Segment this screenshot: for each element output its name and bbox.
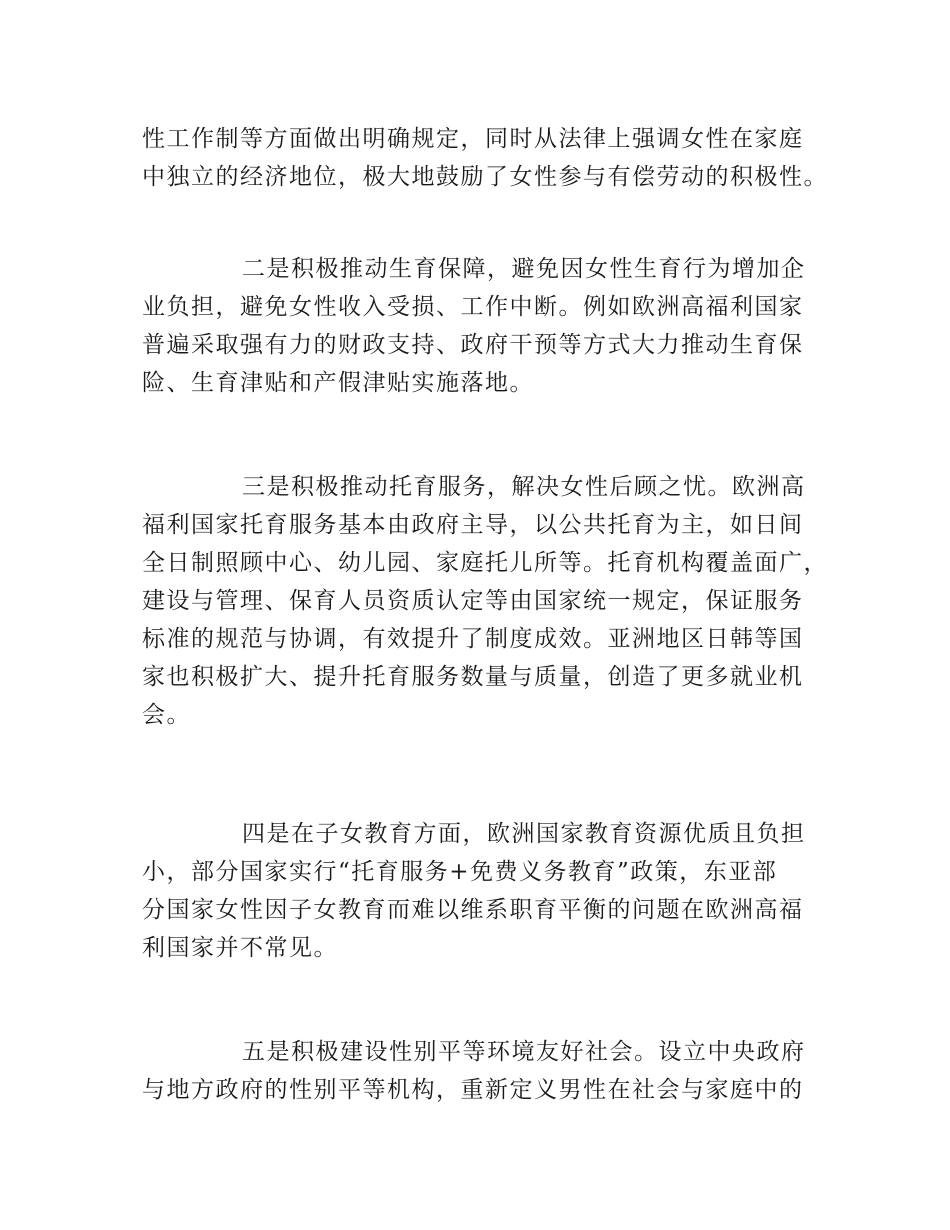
text-line: 险、生育津贴和产假津贴实施落地。 <box>142 370 534 396</box>
text-line: 与地方政府的性别平等机构，重新定义男性在社会与家庭中的 <box>142 1077 804 1103</box>
text-line: 中独立的经济地位，极大地鼓励了女性参与有偿劳动的积极性。 <box>142 164 828 190</box>
text-line: 福利国家托育服务基本由政府主导，以公共托育为主，如日间 <box>142 512 804 538</box>
text-line: 业负担，避免女性收入受损、工作中断。例如欧洲高福利国家 <box>142 294 804 320</box>
paragraph-child-education <box>142 815 822 967</box>
text-line: 会。 <box>142 702 191 728</box>
text-line: 家也积极扩大、提升托育服务数量与质量，创造了更多就业机 <box>142 664 804 690</box>
text-line: 全日制照顾中心、幼儿园、家庭托儿所等。托育机构覆盖面广， <box>142 550 828 576</box>
text-line: 利国家并不常见。 <box>142 935 338 961</box>
text-line: 三是积极推动托育服务，解决女性后顾之忧。欧洲高 <box>242 474 806 500</box>
text-line: 小，部分国家实行“托育服务+免费义务教育”政策，东亚部 <box>142 859 778 885</box>
text-line: 普遍采取强有力的财政支持、政府干预等方式大力推动生育保 <box>142 332 804 358</box>
paragraph-childcare-services <box>142 468 828 734</box>
paragraph-childbirth-protection <box>142 250 822 402</box>
text-line: 五是积极建设性别平等环境友好社会。设立中央政府 <box>242 1039 806 1065</box>
text-line: 二是积极推动生育保障，避免因女性生育行为增加企 <box>242 256 806 282</box>
text-line: 标准的规范与协调，有效提升了制度成效。亚洲地区日韩等国 <box>142 626 804 652</box>
text-line: 分国家女性因子女教育而难以维系职育平衡的问题在欧洲高福 <box>142 897 804 923</box>
text-line: 性工作制等方面做出明确规定，同时从法律上强调女性在家庭 <box>142 126 804 152</box>
text-line: 建设与管理、保育人员资质认定等由国家统一规定，保证服务 <box>142 588 804 614</box>
paragraph-legal-provisions <box>142 120 828 196</box>
paragraph-gender-equality <box>142 1033 822 1109</box>
text-line: 四是在子女教育方面，欧洲国家教育资源优质且负担 <box>242 821 806 847</box>
